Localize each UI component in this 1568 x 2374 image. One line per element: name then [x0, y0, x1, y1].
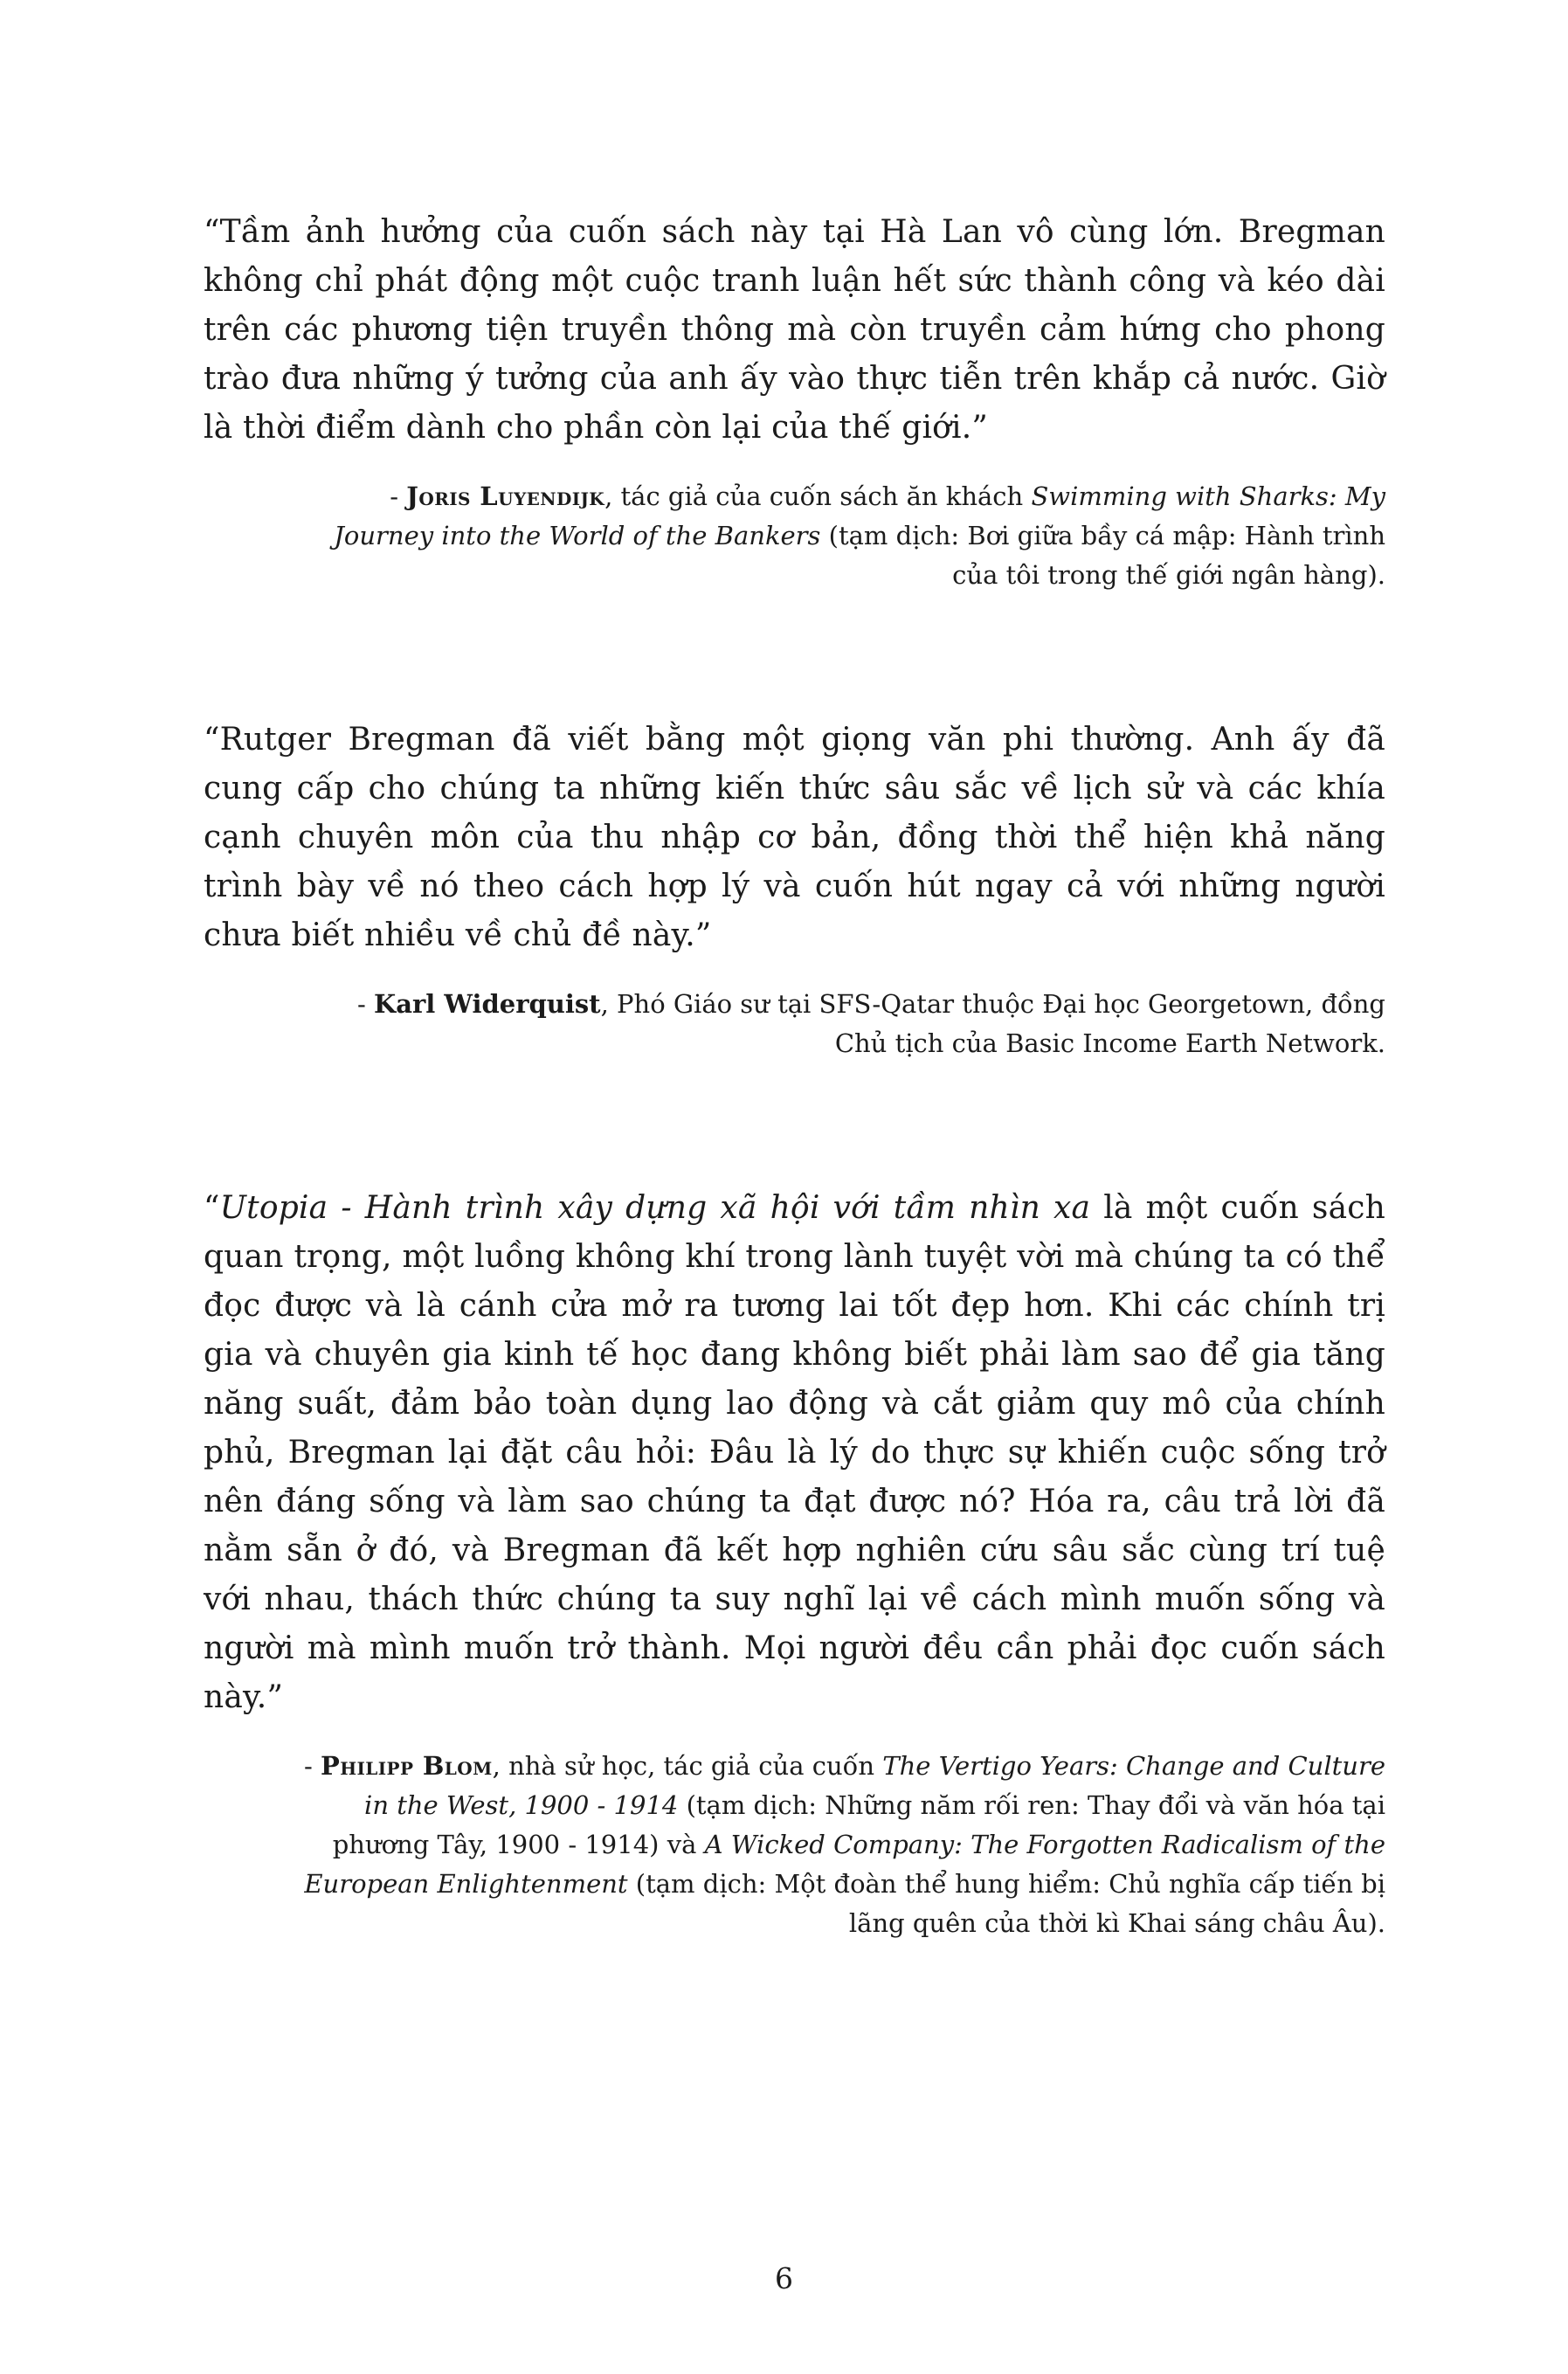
quote-attribution	[300, 477, 1385, 595]
quote-text	[204, 1184, 1385, 1722]
page-number: 6	[775, 2261, 793, 2295]
book-title: The Vertigo Years: Change and Culture in the West, 1900 - 1914	[364, 1751, 1385, 1820]
attribution-text: , tác giả của cuốn sách ăn khách	[604, 481, 1032, 511]
author-name: Karl Widerquist	[374, 989, 601, 1019]
book-title-inline: Utopia - Hành trình xây dựng xã hội với tầm nhìn xa	[219, 1190, 1091, 1226]
quote-body-text: là một cuốn sách quan trọng, một luồng không khí trong lành tuyệt vời mà chúng ta có thể đọc được và là cánh cửa mở ra tương lai tốt đẹp hơn. Khi các chính trị gia và chuyên gia kinh tế học đang không biết phải làm sao để gia tăng năng suất, đảm bảo toàn dụng lao động và cắt giảm quy mô của chính phủ, Bregman lại đặt câu hỏi: Đâu là lý do thực sự khiến cuộc sống trở nên đáng sống và làm sao chúng ta đạt được nó? Hóa ra, câu trả lời đã nằm sẵn ở đó, và Bregman đã kết hợp nghiên cứu sâu sắc cùng trí tuệ với nhau, thách thức chúng ta suy nghĩ lại về cách mình muốn sống và người mà mình muốn trở thành. Mọi người đều cần phải đọc cuốn sách này.”	[204, 1190, 1385, 1715]
attribution-text: , nhà sử học, tác giả của cuốn	[492, 1751, 883, 1781]
quote-attribution	[300, 985, 1385, 1063]
author-name: Joris Luyendijk	[406, 481, 605, 511]
quote-block-1	[204, 208, 1385, 595]
book-title: Swimming with Sharks: My Journey into the World of the Bankers	[334, 481, 1385, 550]
book-title-2: A Wicked Company: The Forgotten Radicalism of the European Enlightenment	[304, 1830, 1385, 1899]
quote-body-text: “Tầm ảnh hưởng của cuốn sách này tại Hà Lan vô cùng lớn. Bregman không chỉ phát động một cuộc tranh luận hết sức thành công và kéo dài trên các phương tiện truyền thông mà còn truyền cảm hứng cho phong trào đưa những ý tưởng của anh ấy vào thực tiễn trên khắp cả nước. Giờ là thời điểm dành cho phần còn lại của thế giới.”	[204, 214, 1385, 446]
attribution-text: , Phó Giáo sư tại SFS-Qatar thuộc Đại học Georgetown, đồng Chủ tịch của Basic Income Earth Network.	[600, 989, 1385, 1058]
quote-text	[204, 208, 1385, 453]
attribution-text-tail: (tạm dịch: Một đoàn thể hung hiểm: Chủ nghĩa cấp tiến bị lãng quên của thời kì Khai sáng châu Âu).	[627, 1869, 1385, 1938]
quote-body-text: “Rutger Bregman đã viết bằng một giọng văn phi thường. Anh ấy đã cung cấp cho chúng ta những kiến thức sâu sắc về lịch sử và các khía cạnh chuyên môn của thu nhập cơ bản, đồng thời thể hiện khả năng trình bày về nó theo cách hợp lý và cuốn hút ngay cả với những người chưa biết nhiều về chủ đề này.”	[204, 722, 1385, 953]
attribution-dash: -	[356, 989, 374, 1019]
quote-text	[204, 716, 1385, 960]
attribution-dash: -	[390, 481, 407, 511]
quote-open-mark: “	[204, 1190, 220, 1226]
quote-block-2	[204, 716, 1385, 1063]
quote-attribution	[300, 1747, 1385, 1943]
quote-block-3	[204, 1184, 1385, 1943]
attribution-text-tail: (tạm dịch: Bơi giữa bầy cá mập: Hành trình của tôi trong thế giới ngân hàng).	[820, 521, 1385, 590]
attribution-text-mid: (tạm dịch: Những năm rối ren: Thay đổi và văn hóa tại phương Tây, 1900 - 1914) và	[332, 1790, 1385, 1859]
attribution-dash: -	[304, 1751, 321, 1781]
author-name: Philipp Blom	[321, 1751, 493, 1781]
